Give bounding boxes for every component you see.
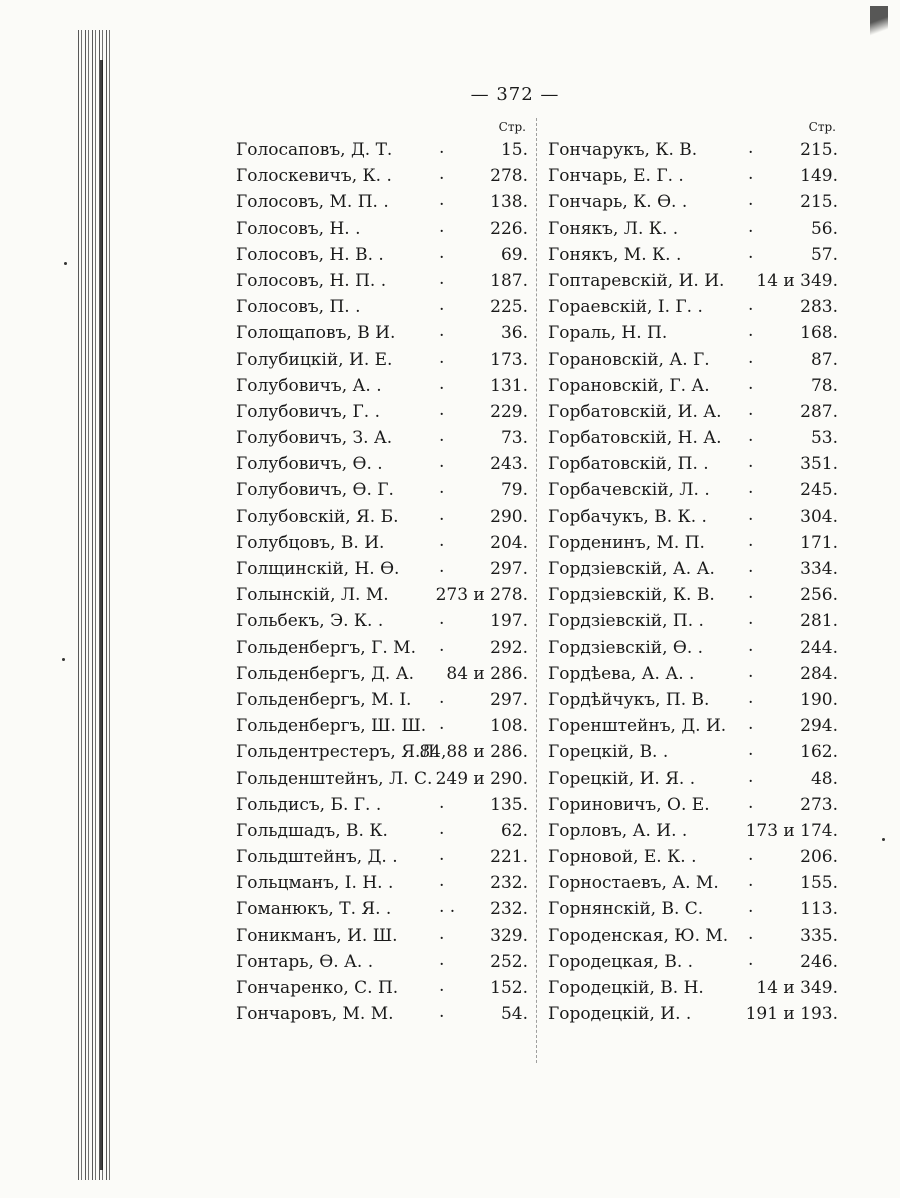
entry-leader-dot: . bbox=[439, 321, 445, 342]
entry-leader-dot: . bbox=[439, 373, 445, 394]
entry-page-ref: 221. bbox=[490, 847, 528, 868]
entry-name: Горнянскій, В. С. bbox=[548, 899, 704, 920]
entry-leader-dot: . bbox=[748, 635, 754, 656]
entry-name: Голубовичъ, А. . bbox=[236, 375, 382, 396]
entry-page-ref: 284. bbox=[800, 663, 838, 684]
entry-page-ref: 78. bbox=[810, 375, 838, 396]
paper-speck bbox=[62, 658, 65, 661]
entry-name: Гончарь, К. Ѳ. . bbox=[548, 192, 688, 213]
entry-page-ref: 256. bbox=[800, 585, 838, 606]
index-entry bbox=[548, 687, 840, 716]
entry-page-ref: 225. bbox=[490, 297, 528, 318]
entry-page-ref: 131. bbox=[490, 375, 528, 396]
entry-leader-dot: . bbox=[439, 295, 445, 316]
entry-page-ref: 290. bbox=[490, 506, 528, 527]
entry-name: Горецкій, И. Я. . bbox=[548, 768, 696, 789]
index-entry bbox=[236, 949, 530, 978]
entry-page-ref: 84 и 286. bbox=[446, 663, 528, 684]
entry-name: Гольдисъ, Б. Г. . bbox=[236, 794, 382, 815]
entry-name: Горбатовскій, П. . bbox=[548, 454, 709, 475]
index-entry bbox=[548, 271, 840, 297]
index-entry bbox=[236, 1004, 530, 1030]
entry-name: Голубовскій, Я. Б. bbox=[236, 506, 399, 527]
entry-leader-dot: . bbox=[748, 740, 754, 761]
entry-page-ref: 54. bbox=[500, 1004, 528, 1025]
entry-leader-dot: . bbox=[439, 347, 445, 368]
index-entry bbox=[236, 611, 530, 637]
index-entry bbox=[236, 192, 530, 218]
entry-leader-dot: . bbox=[748, 661, 754, 682]
entry-page-ref: 244. bbox=[800, 637, 838, 658]
paper-speck bbox=[64, 262, 67, 265]
entry-page-ref: 15. bbox=[500, 140, 528, 160]
entry-leader-dot: . bbox=[439, 714, 445, 735]
entry-leader-dot: . bbox=[439, 635, 445, 656]
entry-leader-dot: . bbox=[439, 452, 445, 473]
index-entry bbox=[236, 428, 530, 454]
index-entry bbox=[236, 373, 530, 402]
entry-page-ref: 191 и 193. bbox=[745, 1004, 838, 1025]
index-entry bbox=[548, 978, 840, 1004]
entry-page-ref: 281. bbox=[800, 611, 838, 632]
index-entry bbox=[236, 559, 530, 585]
index-entry bbox=[236, 297, 530, 323]
index-entry bbox=[236, 166, 530, 192]
index-entry bbox=[548, 140, 840, 166]
entry-page-ref: 215. bbox=[800, 192, 838, 213]
entry-page-ref: 226. bbox=[490, 218, 528, 239]
index-entry bbox=[548, 923, 840, 952]
entry-page-ref: 56. bbox=[810, 218, 838, 239]
entry-leader-dot: . bbox=[748, 871, 754, 892]
index-entry bbox=[548, 428, 840, 454]
index-entry bbox=[548, 742, 840, 768]
entry-name: Голубцовъ, В. И. bbox=[236, 532, 385, 553]
entry-page-ref: 48. bbox=[810, 768, 838, 789]
entry-leader-dot: . bbox=[439, 818, 445, 839]
entry-name: Гордзіевскій, А. А. bbox=[548, 559, 715, 579]
entry-page-ref: 162. bbox=[800, 742, 838, 763]
entry-leader-dot: . bbox=[748, 766, 754, 787]
entry-name: Гольцманъ, І. Н. . bbox=[236, 873, 394, 894]
entry-name: Голынскій, Л. М. bbox=[236, 585, 389, 606]
entry-leader-dot: . bbox=[439, 609, 445, 630]
index-entry bbox=[548, 166, 840, 192]
entry-name: Городецкая, В. . bbox=[548, 951, 694, 972]
entry-name: Гонтарь, Ѳ. А. . bbox=[236, 951, 374, 972]
entry-name: Голосовъ, Н. . bbox=[236, 218, 361, 239]
entry-page-ref: 197. bbox=[490, 611, 528, 632]
entry-leader-dot: . bbox=[439, 216, 445, 237]
entry-name: Горановскій, Г. А. bbox=[548, 375, 710, 396]
entry-page-ref: 252. bbox=[490, 951, 528, 972]
entry-name: Гордѣева, А. А. . bbox=[548, 663, 695, 684]
index-entry bbox=[236, 899, 530, 925]
entry-name: Горенштейнъ, Д. И. bbox=[548, 716, 727, 737]
entry-name: Горностаевъ, А. М. bbox=[548, 873, 719, 894]
entry-name: Голоскевичъ, К. . bbox=[236, 166, 392, 187]
entry-page-ref: 113. bbox=[800, 899, 838, 920]
entry-leader-dot: . bbox=[439, 504, 445, 525]
entry-name: Гордзіевскій, К. В. bbox=[548, 585, 715, 606]
entry-leader-dot: . . bbox=[439, 897, 456, 918]
entry-page-ref: 351. bbox=[800, 454, 838, 475]
entry-leader-dot: . bbox=[748, 426, 754, 447]
entry-page-ref: 57. bbox=[810, 244, 838, 265]
entry-page-ref: 173. bbox=[490, 349, 528, 370]
entry-name: Гориновичъ, О. Е. bbox=[548, 794, 710, 815]
entry-name: Гордзіевскій, Ѳ. . bbox=[548, 637, 704, 658]
index-entry bbox=[548, 585, 840, 611]
entry-page-ref: 297. bbox=[490, 689, 528, 710]
entry-name: Голубовичъ, З. А. bbox=[236, 428, 393, 449]
index-entry bbox=[236, 873, 530, 899]
index-entry bbox=[236, 347, 530, 376]
index-entry bbox=[548, 873, 840, 899]
entry-leader-dot: . bbox=[748, 714, 754, 735]
entry-name: Горбачукъ, В. К. . bbox=[548, 506, 707, 527]
entry-name: Гораевскій, І. Г. . bbox=[548, 297, 703, 318]
entry-name: Голощаповъ, В И. bbox=[236, 323, 396, 344]
entry-page-ref: 287. bbox=[800, 401, 838, 422]
entry-page-ref: 62. bbox=[500, 820, 528, 841]
entry-name: Гольбекъ, Э. К. . bbox=[236, 611, 384, 632]
entry-name: Голосовъ, Н. П. . bbox=[236, 270, 387, 291]
index-entry bbox=[236, 769, 530, 795]
entry-leader-dot: . bbox=[748, 452, 754, 473]
entry-name: Горбатовскій, И. А. bbox=[548, 401, 722, 422]
entry-name: Гордзіевскій, П. . bbox=[548, 611, 704, 632]
entry-name: Гордѣйчукъ, П. В. bbox=[548, 689, 710, 710]
entry-leader-dot: . bbox=[748, 138, 754, 158]
entry-page-ref: 152. bbox=[490, 978, 528, 998]
entry-page-ref: 334. bbox=[800, 559, 838, 579]
entry-name: Городенская, Ю. М. bbox=[548, 925, 729, 946]
entry-page-ref: 53. bbox=[810, 428, 838, 449]
entry-leader-dot: . bbox=[439, 268, 445, 289]
entry-leader-dot: . bbox=[439, 871, 445, 892]
page-ref-header: Стр. bbox=[498, 120, 526, 134]
index-entry bbox=[548, 635, 840, 664]
entry-leader-dot: . bbox=[748, 504, 754, 525]
entry-page-ref: 108. bbox=[490, 716, 528, 737]
index-entry bbox=[548, 504, 840, 533]
entry-leader-dot: . bbox=[748, 949, 754, 970]
index-entry bbox=[548, 559, 840, 585]
entry-name: Гольдентрестеръ, Я.Л. bbox=[236, 742, 440, 763]
entry-name: Гоптаревскій, И. И. bbox=[548, 270, 725, 291]
entry-page-ref: 329. bbox=[490, 925, 528, 946]
entry-name: Гончарь, Е. Г. . bbox=[548, 166, 684, 187]
entry-page-ref: 36. bbox=[500, 323, 528, 344]
index-entry bbox=[548, 192, 840, 218]
index-entry bbox=[236, 242, 530, 271]
entry-name: Голосовъ, Н. В. . bbox=[236, 244, 384, 265]
index-entry bbox=[548, 480, 840, 506]
entry-page-ref: 249 и 290. bbox=[435, 768, 528, 789]
entry-page-ref: 232. bbox=[490, 873, 528, 894]
index-entry bbox=[548, 373, 840, 402]
entry-name: Гольденбергъ, Г. М. bbox=[236, 637, 416, 658]
entry-name: Гольдшадъ, В. К. bbox=[236, 820, 388, 841]
entry-leader-dot: . bbox=[439, 530, 445, 551]
index-entry bbox=[236, 480, 530, 506]
entry-name: Гонякъ, М. К. . bbox=[548, 244, 682, 265]
entry-name: Гольдштейнъ, Д. . bbox=[236, 847, 398, 868]
index-entry bbox=[236, 399, 530, 428]
entry-leader-dot: . bbox=[748, 373, 754, 394]
entry-page-ref: 206. bbox=[800, 847, 838, 868]
entry-page-ref: 335. bbox=[800, 925, 838, 946]
entry-leader-dot: . bbox=[748, 216, 754, 237]
entry-page-ref: 245. bbox=[800, 480, 838, 501]
entry-name: Голосовъ, П. . bbox=[236, 297, 361, 318]
entry-page-ref: 232. bbox=[490, 899, 528, 920]
entry-leader-dot: . bbox=[439, 242, 445, 263]
index-entry bbox=[236, 818, 530, 847]
index-entry bbox=[236, 923, 530, 952]
entry-name: Городецкій, В. Н. bbox=[548, 978, 704, 998]
entry-leader-dot: . bbox=[748, 609, 754, 630]
index-entry bbox=[548, 661, 840, 690]
entry-name: Голубовичъ, Г. . bbox=[236, 401, 380, 422]
entry-page-ref: 273 и 278. bbox=[435, 585, 528, 606]
index-entry bbox=[548, 766, 840, 795]
entry-page-ref: 283. bbox=[800, 297, 838, 318]
entry-leader-dot: . bbox=[748, 399, 754, 420]
entry-page-ref: 69. bbox=[500, 244, 528, 265]
entry-leader-dot: . bbox=[439, 557, 445, 577]
entry-leader-dot: . bbox=[439, 426, 445, 447]
entry-page-ref: 273. bbox=[800, 794, 838, 815]
page-number: — 372 — bbox=[470, 84, 560, 105]
entry-name: Голосаповъ, Д. Т. bbox=[236, 140, 393, 160]
entry-name: Горловъ, А. И. . bbox=[548, 820, 688, 841]
entry-page-ref: 229. bbox=[490, 401, 528, 422]
index-entry bbox=[548, 216, 840, 245]
entry-name: Голубицкій, И. Е. bbox=[236, 349, 393, 370]
entry-page-ref: 171. bbox=[800, 532, 838, 553]
entry-name: Горновой, Е. К. . bbox=[548, 847, 697, 868]
entry-leader-dot: . bbox=[748, 923, 754, 944]
entry-leader-dot: . bbox=[748, 792, 754, 813]
entry-leader-dot: . bbox=[439, 845, 445, 866]
entry-leader-dot: . bbox=[748, 347, 754, 368]
index-entry bbox=[236, 664, 530, 690]
entry-name: Горденинъ, М. П. bbox=[548, 532, 705, 553]
entry-leader-dot: . bbox=[439, 976, 445, 996]
entry-name: Гонякъ, Л. К. . bbox=[548, 218, 679, 239]
entry-page-ref: 304. bbox=[800, 506, 838, 527]
entry-leader-dot: . bbox=[439, 923, 445, 944]
index-entry bbox=[548, 716, 840, 742]
index-entry bbox=[236, 504, 530, 533]
right-index-column bbox=[548, 120, 840, 1030]
entry-name: Гольденбергъ, М. І. bbox=[236, 689, 412, 710]
entry-leader-dot: . bbox=[439, 190, 445, 211]
index-entry bbox=[548, 821, 840, 847]
entry-page-ref: 84,88 и 286. bbox=[419, 742, 528, 763]
column-divider bbox=[536, 118, 543, 1063]
entry-page-ref: 149. bbox=[800, 166, 838, 187]
index-entry bbox=[236, 687, 530, 716]
entry-name: Голубовичъ, Ѳ. Г. bbox=[236, 480, 394, 501]
entry-leader-dot: . bbox=[748, 557, 754, 577]
index-entry bbox=[236, 585, 530, 611]
entry-name: Городецкій, И. . bbox=[548, 1004, 692, 1025]
entry-name: Голосовъ, М. П. . bbox=[236, 192, 389, 213]
index-entry bbox=[548, 242, 840, 271]
entry-page-ref: 297. bbox=[490, 559, 528, 579]
index-entry bbox=[548, 899, 840, 925]
entry-name: Гоникманъ, И. Ш. bbox=[236, 925, 398, 946]
entry-name: Горбатовскій, Н. А. bbox=[548, 428, 722, 449]
entry-leader-dot: . bbox=[748, 530, 754, 551]
entry-leader-dot: . bbox=[439, 399, 445, 420]
index-entry bbox=[548, 323, 840, 349]
index-entry bbox=[236, 847, 530, 873]
entry-page-ref: 243. bbox=[490, 454, 528, 475]
index-entry bbox=[548, 399, 840, 428]
index-entry bbox=[236, 978, 530, 1004]
entry-leader-dot: . bbox=[439, 138, 445, 158]
entry-page-ref: 204. bbox=[490, 532, 528, 553]
entry-leader-dot: . bbox=[439, 1002, 445, 1023]
index-entry bbox=[236, 742, 530, 768]
entry-name: Голубовичъ, Ѳ. . bbox=[236, 454, 383, 475]
entry-name: Гольденбергъ, Д. А. bbox=[236, 663, 415, 684]
entry-leader-dot: . bbox=[439, 792, 445, 813]
entry-leader-dot: . bbox=[439, 687, 445, 708]
entry-name: Гораль, Н. П. bbox=[548, 323, 668, 344]
entry-leader-dot: . bbox=[748, 164, 754, 185]
entry-leader-dot: . bbox=[748, 242, 754, 263]
entry-leader-dot: . bbox=[748, 190, 754, 211]
entry-page-ref: 215. bbox=[800, 140, 838, 160]
entry-page-ref: 73. bbox=[500, 428, 528, 449]
page-ref-header: Стр. bbox=[808, 120, 836, 134]
entry-name: Голщинскій, Н. Ѳ. bbox=[236, 559, 400, 579]
entry-name: Горецкій, В. . bbox=[548, 742, 669, 763]
entry-page-ref: 292. bbox=[490, 637, 528, 658]
entry-page-ref: 14 и 349. bbox=[756, 978, 838, 998]
index-entry bbox=[548, 949, 840, 978]
entry-name: Гольденштейнъ, Л. С. bbox=[236, 768, 433, 789]
index-entry bbox=[236, 716, 530, 742]
entry-leader-dot: . bbox=[748, 687, 754, 708]
index-entry bbox=[236, 635, 530, 664]
entry-page-ref: 246. bbox=[800, 951, 838, 972]
entry-page-ref: 190. bbox=[800, 689, 838, 710]
entry-leader-dot: . bbox=[748, 583, 754, 604]
index-entry bbox=[236, 323, 530, 349]
index-entry bbox=[548, 297, 840, 323]
entry-page-ref: 294. bbox=[800, 716, 838, 737]
entry-leader-dot: . bbox=[439, 949, 445, 970]
index-entry bbox=[548, 792, 840, 821]
entry-page-ref: 79. bbox=[500, 480, 528, 501]
entry-page-ref: 187. bbox=[490, 270, 528, 291]
index-entry bbox=[548, 1004, 840, 1030]
entry-page-ref: 173 и 174. bbox=[745, 820, 838, 841]
index-entry bbox=[548, 347, 840, 376]
book-binding-edge bbox=[78, 30, 112, 1180]
index-entry bbox=[236, 216, 530, 245]
index-entry bbox=[236, 268, 530, 297]
entry-page-ref: 138. bbox=[490, 192, 528, 213]
entry-name: Горбачевскій, Л. . bbox=[548, 480, 710, 501]
entry-page-ref: 135. bbox=[490, 794, 528, 815]
entry-leader-dot: . bbox=[748, 845, 754, 866]
entry-page-ref: 278. bbox=[490, 166, 528, 187]
entry-name: Гончаренко, С. П. bbox=[236, 978, 399, 998]
entry-name: Гольденбергъ, Ш. Ш. bbox=[236, 716, 427, 737]
index-entry bbox=[236, 792, 530, 821]
page-corner-mark bbox=[870, 6, 888, 42]
index-entry bbox=[548, 847, 840, 873]
index-entry bbox=[548, 530, 840, 559]
index-entry bbox=[236, 530, 530, 559]
entry-page-ref: 14 и 349. bbox=[756, 270, 838, 291]
entry-leader-dot: . bbox=[439, 164, 445, 185]
entry-page-ref: 155. bbox=[800, 873, 838, 894]
entry-leader-dot: . bbox=[748, 897, 754, 918]
left-index-column bbox=[236, 120, 530, 1030]
entry-page-ref: 87. bbox=[810, 349, 838, 370]
entry-name: Гончаровъ, М. М. bbox=[236, 1004, 394, 1025]
binding-shadow-line bbox=[100, 60, 103, 1170]
index-entry bbox=[236, 140, 530, 166]
index-entry bbox=[236, 454, 530, 480]
entry-name: Гоманюкъ, Т. Я. . bbox=[236, 899, 392, 920]
paper-speck bbox=[882, 838, 885, 841]
entry-leader-dot: . bbox=[748, 321, 754, 342]
index-entry bbox=[548, 611, 840, 637]
entry-leader-dot: . bbox=[748, 295, 754, 316]
entry-name: Горановскій, А. Г. bbox=[548, 349, 710, 370]
entry-leader-dot: . bbox=[748, 478, 754, 499]
index-entry bbox=[548, 454, 840, 480]
entry-page-ref: 168. bbox=[800, 323, 838, 344]
entry-name: Гончарукъ, К. В. bbox=[548, 140, 698, 160]
entry-leader-dot: . bbox=[439, 478, 445, 499]
